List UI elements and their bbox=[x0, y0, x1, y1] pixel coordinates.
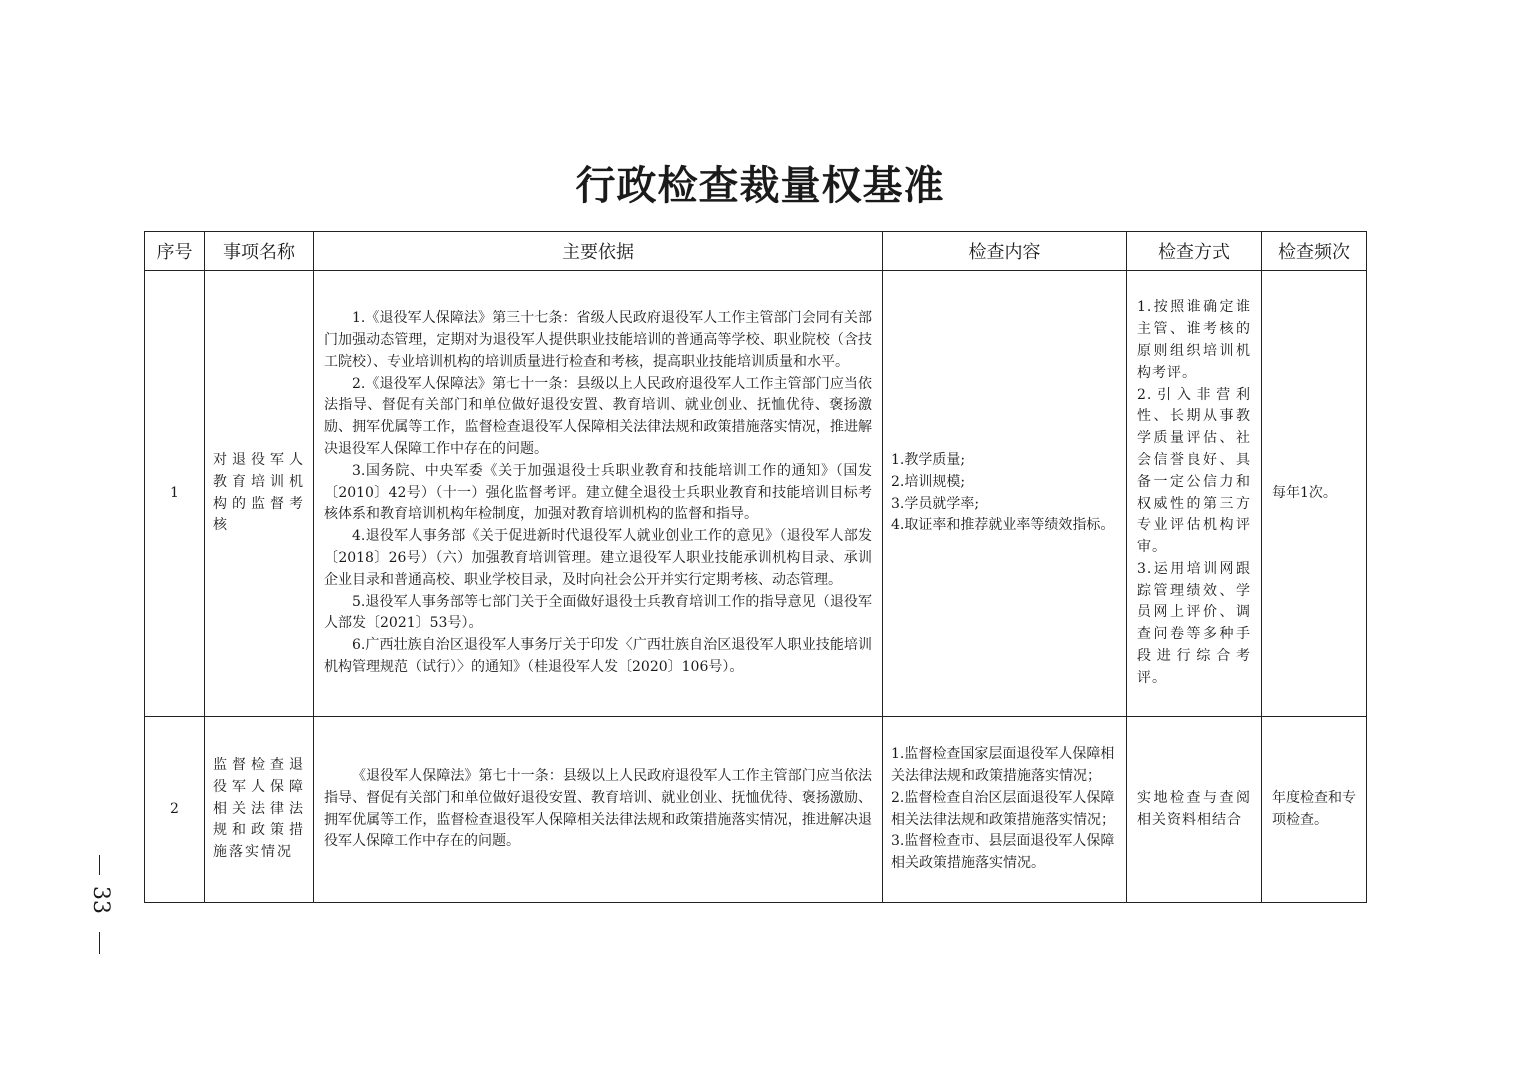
row-frequency: 每年1次。 bbox=[1262, 271, 1367, 717]
row-method bbox=[1127, 717, 1262, 903]
header-basis: 主要依据 bbox=[314, 232, 883, 271]
row-content bbox=[883, 271, 1127, 717]
method-item: 1.按照谁确定谁主管、谁考核的原则组织培训机构考评。 bbox=[1137, 299, 1251, 381]
basis-paragraph: 2.《退役军人保障法》第七十一条：县级以上人民政府退役军人工作主管部门应当依法指导、督促有关部门和单位做好退役安置、教育培训、就业创业、抚恤优待、褒扬激励、拥军优属等工作，监督检查退役军人保障相关法律法规和政策措施落实情况，推进解决退役军人保障工作中存在的问题。 bbox=[324, 375, 872, 457]
table-row bbox=[145, 271, 1367, 717]
page-number-rule-bottom bbox=[99, 932, 100, 954]
header-content: 检查内容 bbox=[883, 232, 1127, 271]
content-item: 2.培训规模; bbox=[891, 473, 966, 490]
row-index: 1 bbox=[145, 271, 205, 717]
row-index: 2 bbox=[145, 717, 205, 903]
basis-paragraph: 5.退役军人事务部等七部门关于全面做好退役士兵教育培训工作的指导意见（退役军人部发〔2021〕53号）。 bbox=[324, 593, 872, 632]
content-item: 2.监督检查自治区层面退役军人保障相关法律法规和政策措施落实情况； bbox=[891, 789, 1115, 828]
basis-paragraph: 6.广西壮族自治区退役军人事务厅关于印发〈广西壮族自治区退役军人职业技能培训机构管理规范（试行）〉的通知》（桂退役军人发〔2020〕106号）。 bbox=[324, 637, 872, 675]
method-item: 2.引入非营利性、长期从事教学质量评估、社会信誉良好、具备一定公信力和权威性的第三方专业评估机构评审。 bbox=[1137, 386, 1251, 556]
basis-paragraph: 《退役军人保障法》第七十一条：县级以上人民政府退役军人工作主管部门应当依法指导、督促有关部门和单位做好退役安置、教育培训、就业创业、抚恤优待、褒扬激励、拥军优属等工作，监督检查退役军人保障相关法律法规和政策措施落实情况，推进解决退役军人保障工作中存在的问题。 bbox=[324, 767, 872, 850]
page-number: 33 bbox=[88, 886, 113, 914]
content-item: 1.教学质量; bbox=[891, 451, 966, 468]
method-item: 实地检查与查阅相关资料相结合 bbox=[1137, 789, 1251, 828]
basis-paragraph: 4.退役军人事务部《关于促进新时代退役军人就业创业工作的意见》（退役军人部发〔2018〕26号）（六）加强教育培训管理。建立退役军人职业技能承训机构目录、承训企业目录和普通高校、职业学校目录，及时向社会公开并实行定期考核、动态管理。 bbox=[324, 528, 872, 588]
table-header-row bbox=[145, 232, 1367, 271]
table-row bbox=[145, 717, 1367, 903]
basis-paragraph: 1.《退役军人保障法》第三十七条：省级人民政府退役军人工作主管部门会同有关部门加强动态管理，定期对为退役军人提供职业技能培训的普通高等学校、职业院校（含技工院校）、专业培训机构的培训质量进行检查和考核，提高职业技能培训质量和水平。 bbox=[324, 310, 872, 370]
header-index: 序号 bbox=[145, 232, 205, 271]
basis-paragraph: 3.国务院、中央军委《关于加强退役士兵职业教育和技能培训工作的通知》（国发〔2010〕42号）（十一）强化监督考评。建立健全退役士兵职业教育和技能培训目标考核体系和教育培训机构年检制度，加强对教育培训机构的监督和指导。 bbox=[324, 462, 872, 523]
content-item: 1.监督检查国家层面退役军人保障相关法律法规和政策措施落实情况； bbox=[891, 746, 1115, 784]
row-item-name: 监督检查退役军人保障相关法律法规和政策措施落实情况 bbox=[205, 717, 314, 903]
row-content bbox=[883, 717, 1127, 903]
row-basis bbox=[314, 271, 883, 717]
header-item-name: 事项名称 bbox=[205, 232, 314, 271]
row-method bbox=[1127, 271, 1262, 717]
row-basis bbox=[314, 717, 883, 903]
content-item: 4.取证率和推荐就业率等绩效指标。 bbox=[891, 517, 1115, 534]
method-item: 3.运用培训网跟踪管理绩效、学员网上评价、调查问卷等多种手段进行综合考评。 bbox=[1137, 560, 1251, 686]
page-number-rule-top bbox=[99, 855, 100, 875]
row-frequency: 年度检查和专项检查。 bbox=[1262, 717, 1367, 903]
content-item: 3.监督检查市、县层面退役军人保障相关政策措施落实情况。 bbox=[891, 833, 1115, 872]
page-title: 行政检查裁量权基准 bbox=[575, 162, 945, 209]
header-method: 检查方式 bbox=[1127, 232, 1262, 271]
discretion-standard-table bbox=[144, 231, 1367, 903]
content-item: 3.学员就学率; bbox=[891, 495, 980, 512]
row-item-name: 对退役军人教育培训机构的监督考核 bbox=[205, 271, 314, 717]
header-frequency: 检查频次 bbox=[1262, 232, 1367, 271]
